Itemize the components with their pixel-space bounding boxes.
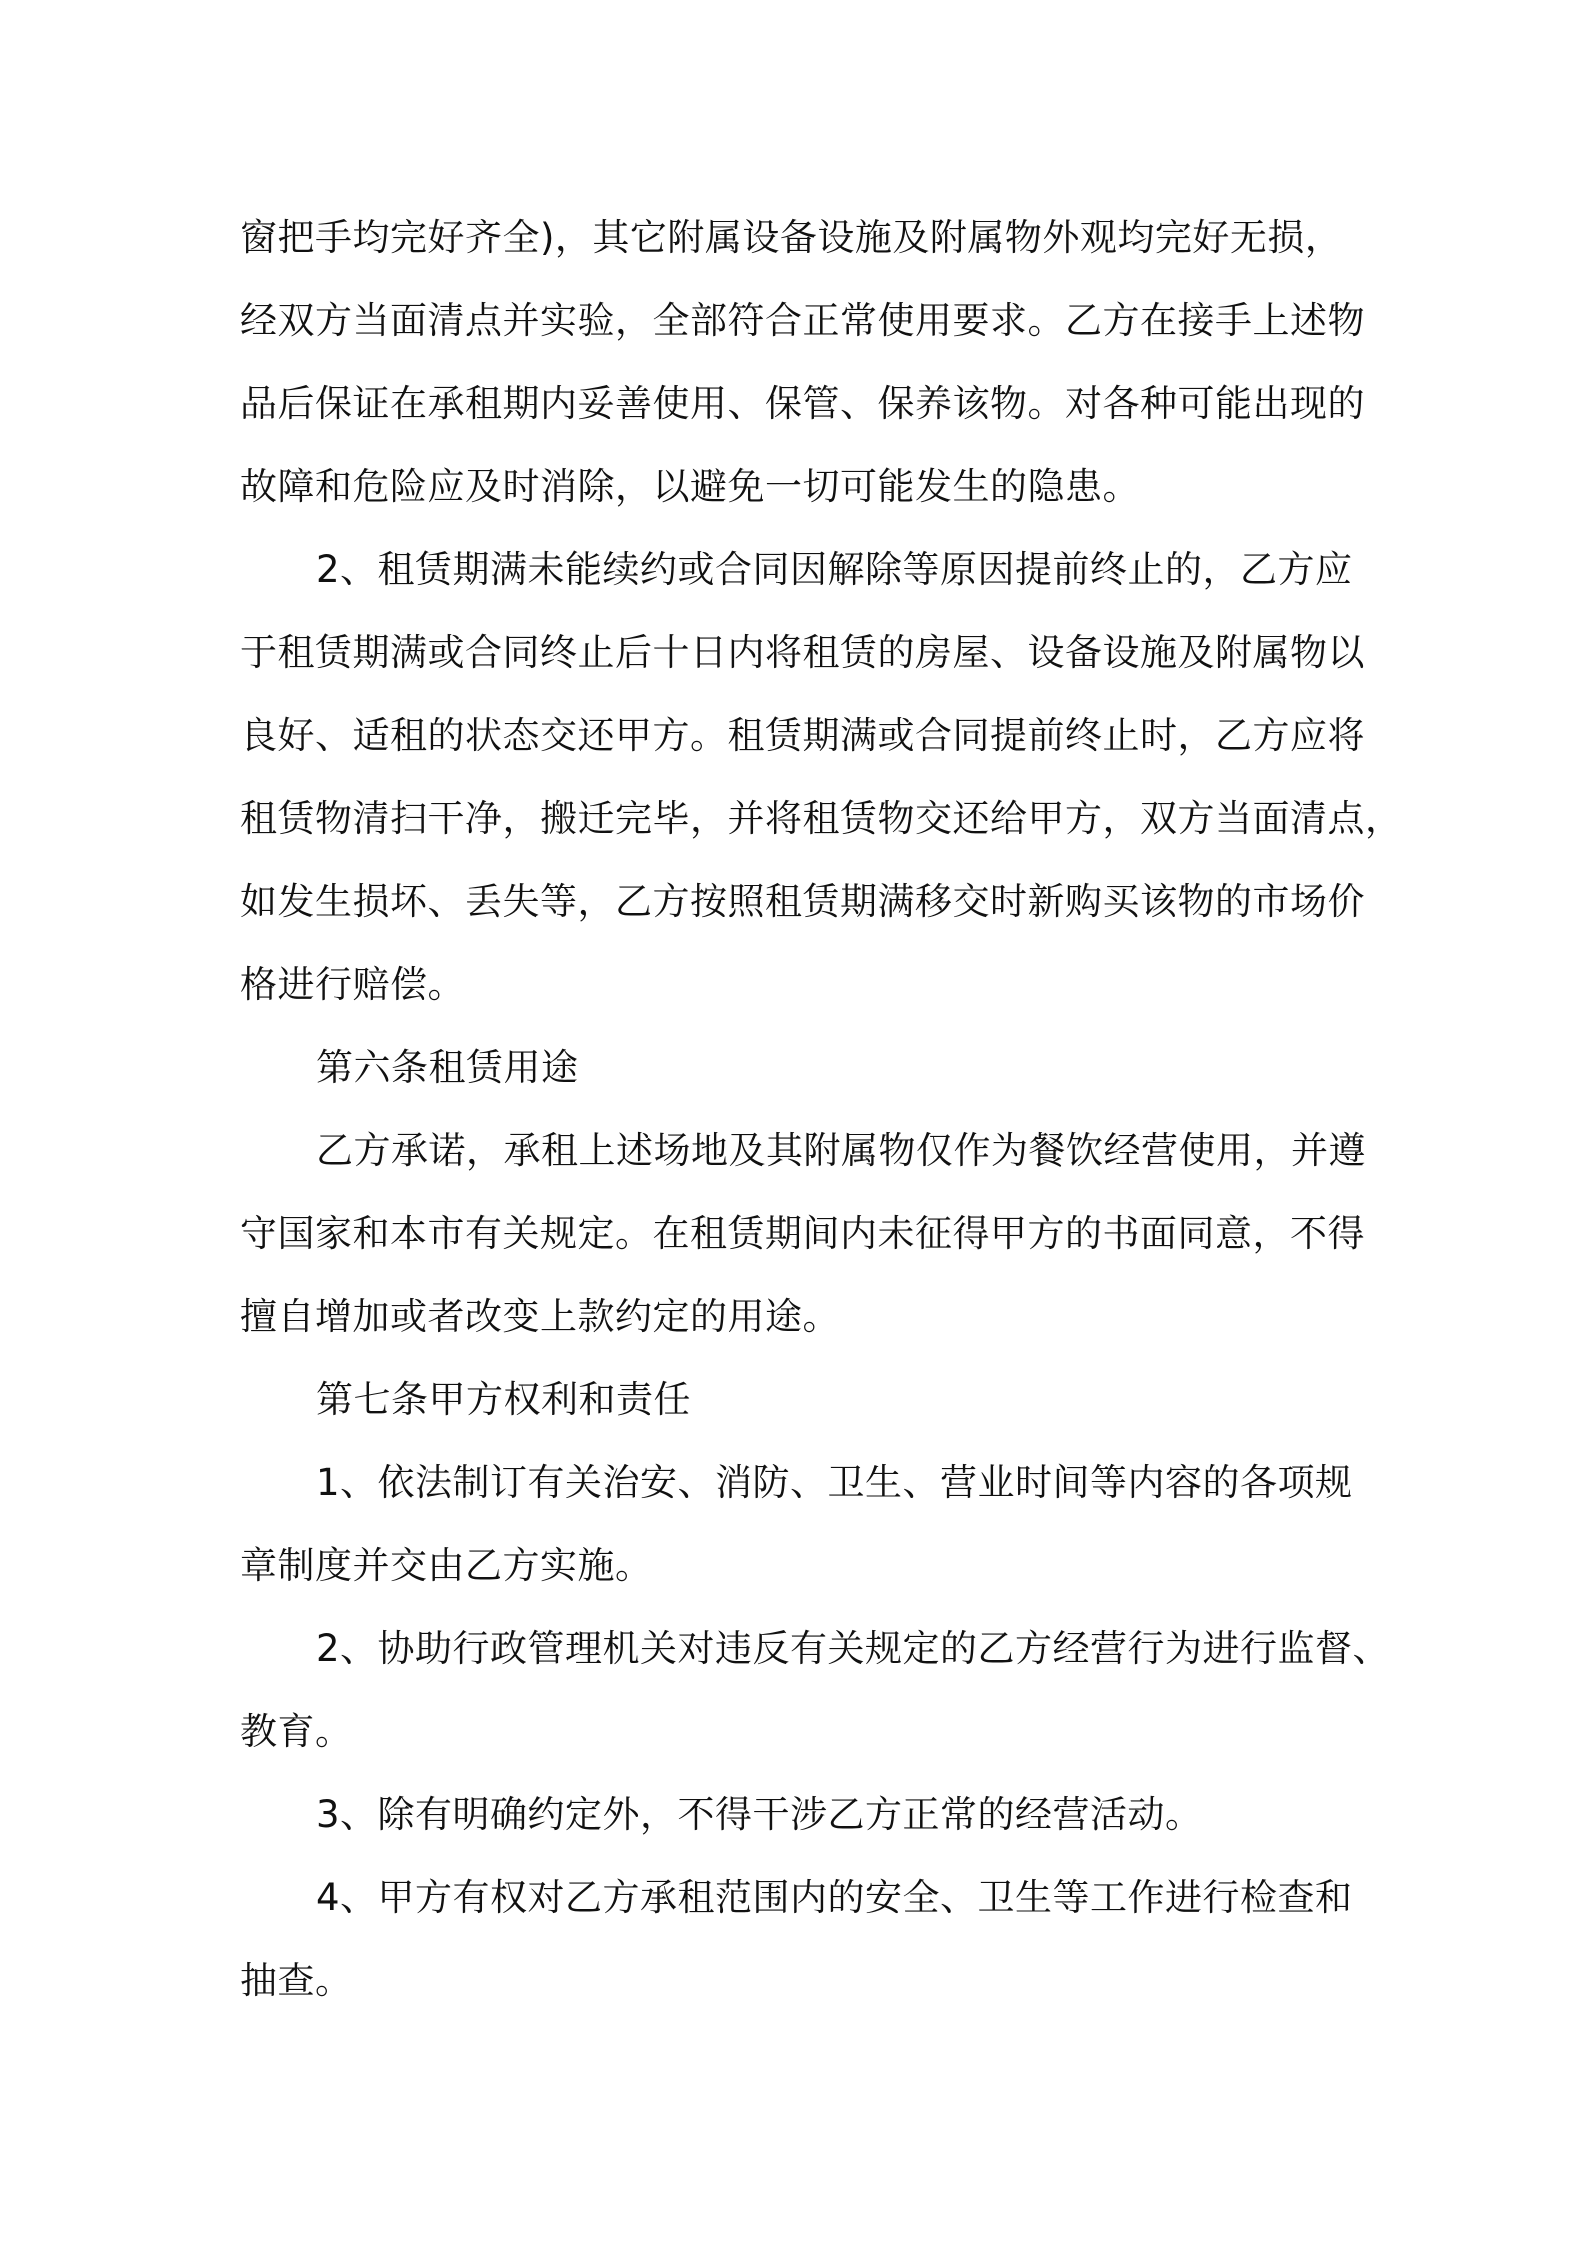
- text-line: 窗把手均完好齐全)，其它附属设备设施及附属物外观均完好无损，: [240, 216, 1343, 259]
- text-line: 于租赁期满或合同终止后十日内将租赁的房屋、设备设施及附属物以: [240, 631, 1365, 674]
- paragraph-lease-usage: [240, 1109, 1366, 1358]
- text-line: 2、协助行政管理机关对违反有关规定的乙方经营行为进行监督、: [316, 1627, 1391, 1670]
- text-line: 抽查。: [240, 1959, 353, 2002]
- paragraph-party-a-item-3: [240, 1773, 1360, 1856]
- text-line: 租赁物清扫干净，搬迁完毕，并将租赁物交还给甲方，双方当面清点，: [240, 797, 1403, 840]
- text-line: 1、依法制订有关治安、消防、卫生、营业时间等内容的各项规: [316, 1461, 1353, 1504]
- paragraph-party-a-item-2: [240, 1607, 1391, 1773]
- text-line: 3、除有明确约定外，不得干涉乙方正常的经营活动。: [316, 1793, 1203, 1836]
- text-line: 章制度并交由乙方实施。: [240, 1544, 653, 1587]
- text-line: 擅自增加或者改变上款约定的用途。: [240, 1295, 840, 1338]
- text-line: 如发生损坏、丢失等，乙方按照租赁期满移交时新购买该物的市场价: [240, 880, 1365, 923]
- document-body: [240, 196, 1403, 2022]
- paragraph-lease-termination: [240, 528, 1403, 1026]
- text-line: 第七条甲方权利和责任: [316, 1378, 691, 1421]
- text-line: 教育。: [240, 1710, 353, 1753]
- paragraph-party-a-item-1: [240, 1441, 1360, 1607]
- text-line: 2、租赁期满未能续约或合同因解除等原因提前终止的，乙方应: [316, 548, 1353, 591]
- paragraph-appliance-condition: [240, 196, 1365, 528]
- paragraph-party-a-item-4: [240, 1856, 1360, 2022]
- text-line: 第六条租赁用途: [316, 1046, 579, 1089]
- text-line: 4、甲方有权对乙方承租范围内的安全、卫生等工作进行检查和: [316, 1876, 1353, 1919]
- text-line: 乙方承诺，承租上述场地及其附属物仅作为餐饮经营使用，并遵: [316, 1129, 1366, 1172]
- section-heading-article-6: [240, 1026, 1360, 1109]
- text-line: 故障和危险应及时消除，以避免一切可能发生的隐患。: [240, 465, 1140, 508]
- section-heading-article-7: [240, 1358, 1360, 1441]
- text-line: 品后保证在承租期内妥善使用、保管、保养该物。对各种可能出现的: [240, 382, 1365, 425]
- text-line: 经双方当面清点并实验，全部符合正常使用要求。乙方在接手上述物: [240, 299, 1365, 342]
- text-line: 良好、适租的状态交还甲方。租赁期满或合同提前终止时，乙方应将: [240, 714, 1365, 757]
- text-line: 格进行赔偿。: [240, 963, 465, 1006]
- text-line: 守国家和本市有关规定。在租赁期间内未征得甲方的书面同意，不得: [240, 1212, 1365, 1255]
